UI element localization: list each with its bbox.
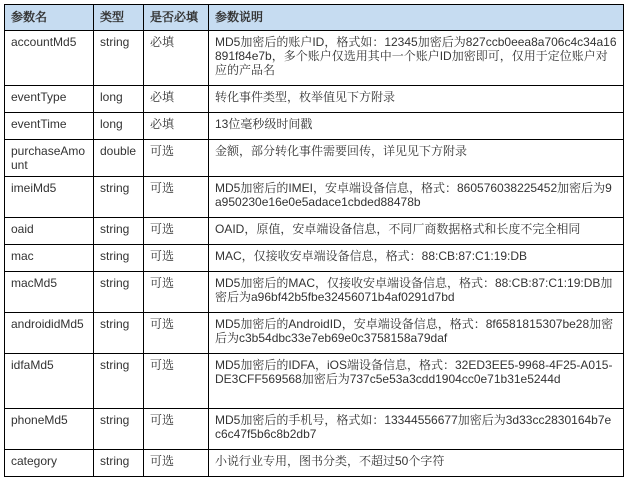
param-description: MD5加密后的IDFA，iOS端设备信息，格式：32ED3EE5-9968-4F25-A015-DE3CFF569568加密后为737c5e53a3cdd1904cc0e71b31e5244d	[209, 354, 624, 409]
param-name: eventType	[5, 86, 94, 113]
param-name: macMd5	[5, 272, 94, 313]
param-name: androididMd5	[5, 313, 94, 354]
param-type: string	[94, 272, 144, 313]
param-name: mac	[5, 245, 94, 272]
table-row	[5, 31, 624, 86]
param-name: accountMd5	[5, 31, 94, 86]
param-name: eventTime	[5, 113, 94, 140]
param-required: 可选	[144, 450, 209, 477]
param-required: 必填	[144, 113, 209, 140]
table-row	[5, 86, 624, 113]
header-param-name: 参数名	[5, 5, 94, 31]
param-required: 可选	[144, 313, 209, 354]
param-type: string	[94, 218, 144, 245]
param-description: OAID，原值，安卓端设备信息，不同厂商数据格式和长度不完全相同	[209, 218, 624, 245]
param-name: category	[5, 450, 94, 477]
param-required: 必填	[144, 31, 209, 86]
table-row	[5, 313, 624, 354]
param-description: 金额，部分转化事件需要回传，详见见下方附录	[209, 140, 624, 177]
table-header-row	[5, 5, 624, 31]
param-description: 13位毫秒级时间戳	[209, 113, 624, 140]
header-required: 是否必填	[144, 5, 209, 31]
param-type: string	[94, 354, 144, 409]
param-required: 可选	[144, 140, 209, 177]
param-required: 可选	[144, 354, 209, 409]
param-description: 小说行业专用，图书分类，不超过50个字符	[209, 450, 624, 477]
param-required: 可选	[144, 245, 209, 272]
param-required: 可选	[144, 409, 209, 450]
table-row	[5, 177, 624, 218]
param-description: MD5加密后的手机号，格式如：13344556677加密后为3d33cc2830164b7ec6c47f5b6c8b2db7	[209, 409, 624, 450]
param-description: MD5加密后的MAC，仅接收安卓端设备信息，格式：88:CB:87:C1:19:DB加密后为a96bf42b5fbe32456071b4af0291d7bd	[209, 272, 624, 313]
param-type: string	[94, 245, 144, 272]
table-row	[5, 409, 624, 450]
param-description: MD5加密后的AndroidID，安卓端设备信息，格式：8f6581815307be28加密后为c3b54dbc33e7eb69e0c3758158a79daf	[209, 313, 624, 354]
parameter-table	[4, 4, 624, 477]
header-description: 参数说明	[209, 5, 624, 31]
param-required: 可选	[144, 177, 209, 218]
param-type: string	[94, 409, 144, 450]
table-row	[5, 245, 624, 272]
param-name: phoneMd5	[5, 409, 94, 450]
header-type: 类型	[94, 5, 144, 31]
table-row	[5, 354, 624, 409]
param-required: 可选	[144, 272, 209, 313]
param-type: double	[94, 140, 144, 177]
param-name: idfaMd5	[5, 354, 94, 409]
param-name: imeiMd5	[5, 177, 94, 218]
table-row	[5, 218, 624, 245]
param-description: MAC，仅接收安卓端设备信息，格式：88:CB:87:C1:19:DB	[209, 245, 624, 272]
param-type: string	[94, 313, 144, 354]
param-description: 转化事件类型，枚举值见下方附录	[209, 86, 624, 113]
param-type: long	[94, 86, 144, 113]
table-row	[5, 272, 624, 313]
table-row	[5, 113, 624, 140]
param-name: purchaseAmount	[5, 140, 94, 177]
table-row	[5, 450, 624, 477]
param-type: string	[94, 450, 144, 477]
param-required: 必填	[144, 86, 209, 113]
param-description: MD5加密后的IMEI，安卓端设备信息，格式：860576038225452加密后为9a950230e16e0e5adace1cbded88478b	[209, 177, 624, 218]
param-required: 可选	[144, 218, 209, 245]
param-description: MD5加密后的账户ID，格式如：12345加密后为827ccb0eea8a706c4c34a16891f84e7b，多个账户仅选用其中一个账户ID加密即可，仅用于定位账户对应的产品名	[209, 31, 624, 86]
param-type: long	[94, 113, 144, 140]
table-row	[5, 140, 624, 177]
param-name: oaid	[5, 218, 94, 245]
param-type: string	[94, 177, 144, 218]
param-type: string	[94, 31, 144, 86]
